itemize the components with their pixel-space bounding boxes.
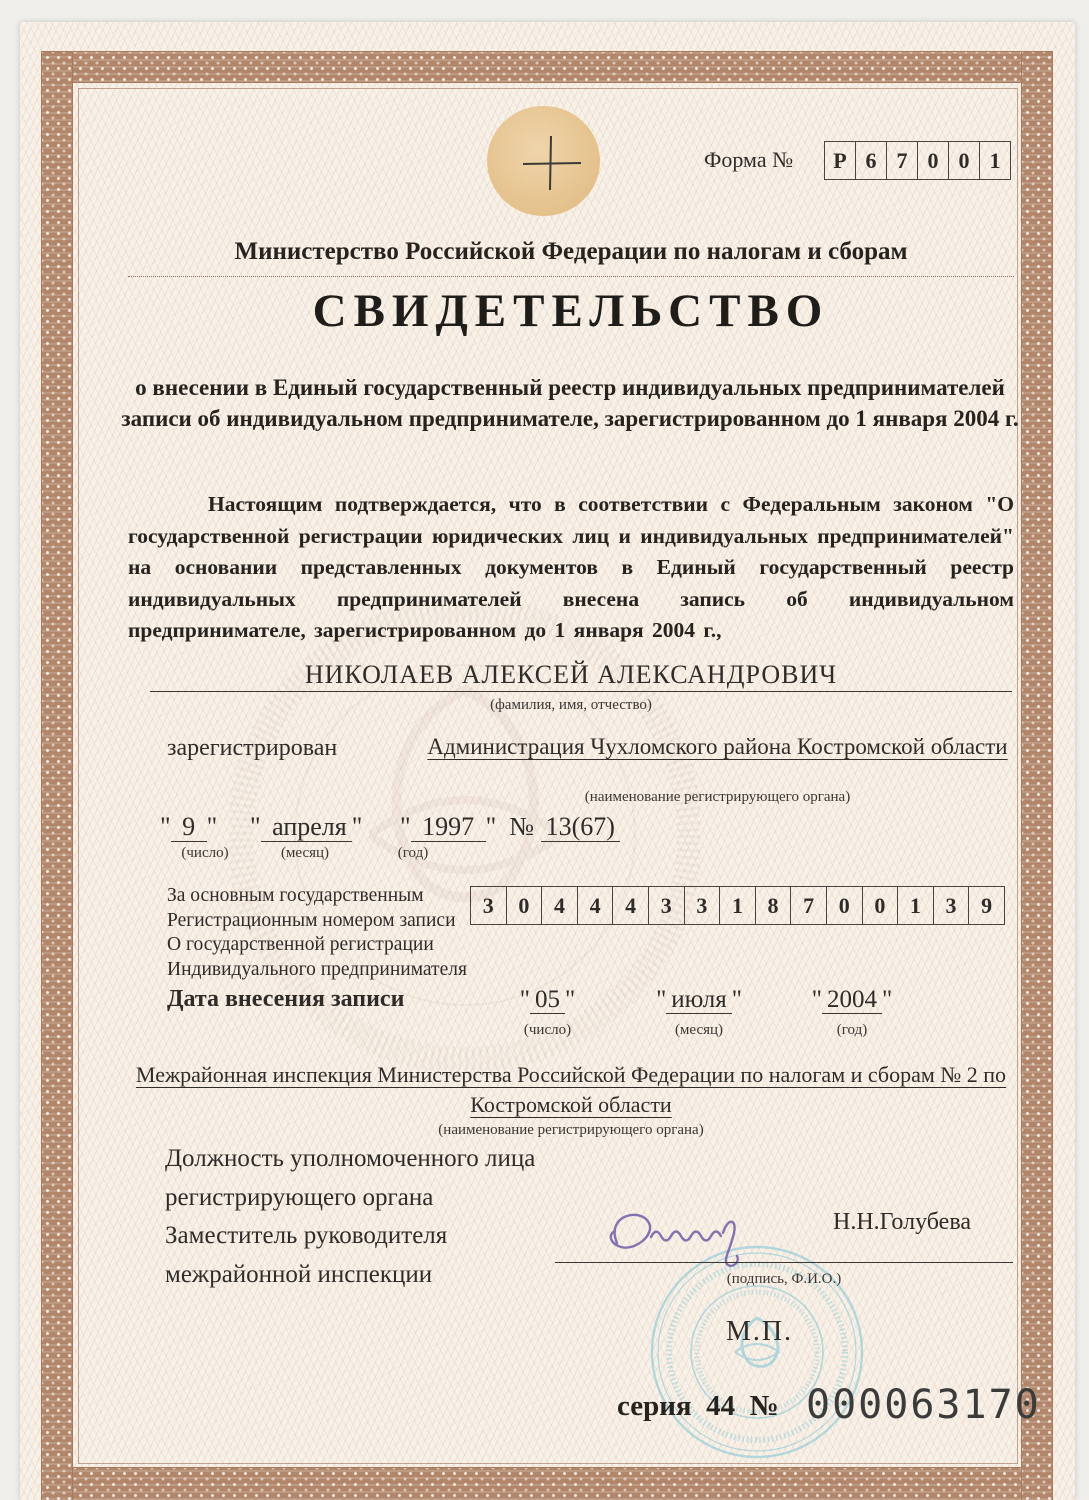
quote-mark: " <box>565 986 576 1013</box>
name-caption: (фамилия, имя, отчество) <box>490 697 652 713</box>
signature-caption: (подпись, Ф.И.О.) <box>726 1271 842 1287</box>
ogrn-digit-boxes <box>470 886 1005 925</box>
ogrn-digit-cell: 3 <box>685 886 721 925</box>
ogrn-digit-cell: 1 <box>898 886 934 925</box>
form-code-cell: 0 <box>918 141 949 180</box>
stamp-place-label: М.П. <box>725 1316 794 1347</box>
orig-year-caption: (год) <box>397 845 429 861</box>
ogrn-digit-cell: 3 <box>649 886 685 925</box>
orig-month-caption: (месяц) <box>280 845 330 861</box>
quote-mark: " <box>731 986 742 1013</box>
ogrn-digit-cell: 8 <box>756 886 792 925</box>
quote-mark: " <box>206 812 218 841</box>
registered-label: зарегистрирован <box>167 735 338 761</box>
form-code-cell: 1 <box>980 141 1011 180</box>
quote-mark: " <box>351 812 363 841</box>
series-no-sign: № <box>749 1390 779 1422</box>
form-code-cell: 6 <box>856 141 887 180</box>
quote-mark: " <box>485 812 497 841</box>
entry-month-caption: (месяц) <box>674 1022 724 1038</box>
issuing-authority: Межрайонная инспекция Министерства Российской Федерации по налогам и сборам № 2 по Костромской области <box>135 1062 1007 1117</box>
form-code-cell: 0 <box>949 141 980 180</box>
position-line: Должность уполномоченного лица <box>165 1145 536 1172</box>
registering-authority-caption: (наименование регистрирующего органа) <box>584 789 851 805</box>
ministry-header: Министерство Российской Федерации по налогам и сборам <box>234 238 908 265</box>
orig-day-caption: (число) <box>181 845 229 861</box>
quote-mark: " <box>811 986 822 1013</box>
series-number: 000063170 <box>806 1382 1041 1428</box>
ogrn-label-line: Индивидуального предпринимателя <box>167 958 467 980</box>
ogrn-label-line: За основным государственным <box>167 885 424 906</box>
official-position <box>165 1140 535 1294</box>
ogrn-digit-cell: 3 <box>934 886 970 925</box>
form-code-cell: Р <box>824 141 856 180</box>
ogrn-digit-cell: 0 <box>507 886 543 925</box>
ogrn-digit-cell: 7 <box>791 886 827 925</box>
body-paragraph: Настоящим подтверждается, что в соответствии с Федеральным законом "О государственной регистрации юридических лиц и индивидуальных предпринимателей" на основании представленных документов в Единый государственный реестр индивидуальных предпринимателей внесена запись об индивидуальном предпринимателе, зарегистрированном до 1 января 2004 г., <box>128 492 1014 642</box>
position-line: Заместитель руководителя <box>165 1222 448 1249</box>
name-underline <box>150 691 1012 692</box>
signature-line <box>555 1262 1013 1263</box>
quote-mark: " <box>400 812 411 841</box>
orig-day-value: 9 <box>171 812 207 842</box>
registering-authority: Администрация Чухломского района Костромской области <box>427 734 1008 759</box>
issuing-authority-caption: (наименование регистрирующего органа) <box>438 1122 704 1138</box>
certificate-subtitle: о внесении в Единый государственный реестр индивидуальных предпринимателей записи об индивидуальном предпринимателе, зарегистрированном до 1 января 2004 г. <box>121 375 1019 431</box>
ogrn-digit-cell: 0 <box>827 886 863 925</box>
orig-date-month <box>250 812 362 842</box>
entry-year-value: 2004 <box>822 986 882 1014</box>
orig-number-value: 13(67) <box>541 812 620 842</box>
ogrn-digit-cell: 4 <box>542 886 578 925</box>
entry-year-caption: (год) <box>836 1022 868 1038</box>
quote-mark: " <box>160 812 171 841</box>
entry-day-caption: (число) <box>523 1022 572 1038</box>
entrepreneur-name: НИКОЛАЕВ АЛЕКСЕЙ АЛЕКСАНДРОВИЧ <box>304 660 838 689</box>
border-top <box>42 52 1052 82</box>
orig-date-year <box>400 812 620 842</box>
header-rule <box>128 276 1014 277</box>
form-code-boxes <box>824 141 1011 180</box>
series-block <box>617 1390 779 1423</box>
quote-mark: " <box>882 986 893 1013</box>
quote-mark: " <box>519 986 530 1013</box>
ogrn-label-line: Регистрационным номером записи <box>167 909 456 931</box>
entry-date-month <box>640 986 758 1014</box>
ogrn-label <box>167 884 467 982</box>
form-label: Форма № <box>704 147 794 172</box>
orig-month-value: апреля <box>261 812 352 842</box>
entry-month-value: июля <box>666 986 731 1014</box>
form-code-cell: 7 <box>887 141 918 180</box>
ogrn-digit-cell: 4 <box>613 886 649 925</box>
official-name: Н.Н.Голубева <box>833 1209 971 1235</box>
ogrn-digit-cell: 3 <box>470 886 507 925</box>
position-line: регистрирующего органа <box>165 1183 434 1211</box>
ogrn-digit-cell: 9 <box>969 886 1005 925</box>
border-left <box>42 52 72 1500</box>
series-value: 44 <box>706 1390 736 1422</box>
series-label: серия <box>617 1390 692 1422</box>
ogrn-label-line: О государственной регистрации <box>167 934 434 955</box>
ogrn-digit-cell: 4 <box>578 886 614 925</box>
entry-date-year <box>793 986 911 1014</box>
ogrn-digit-cell: 0 <box>863 886 899 925</box>
entry-day-value: 05 <box>530 986 565 1014</box>
position-line: межрайонной инспекции <box>165 1260 433 1288</box>
quote-mark: " <box>250 812 261 841</box>
entry-date-day <box>500 986 595 1014</box>
orig-year-value: 1997 <box>411 812 486 842</box>
border-right <box>1022 52 1052 1500</box>
orig-date-day <box>160 812 217 842</box>
number-sign: № <box>509 812 535 841</box>
entry-date-label: Дата внесения записи <box>167 986 405 1012</box>
border-bottom <box>42 1468 1052 1500</box>
crosshair-mark <box>515 130 585 196</box>
quote-mark: " <box>656 986 667 1013</box>
ogrn-digit-cell: 1 <box>720 886 756 925</box>
certificate-title: СВИДЕТЕЛЬСТВО <box>312 285 830 337</box>
